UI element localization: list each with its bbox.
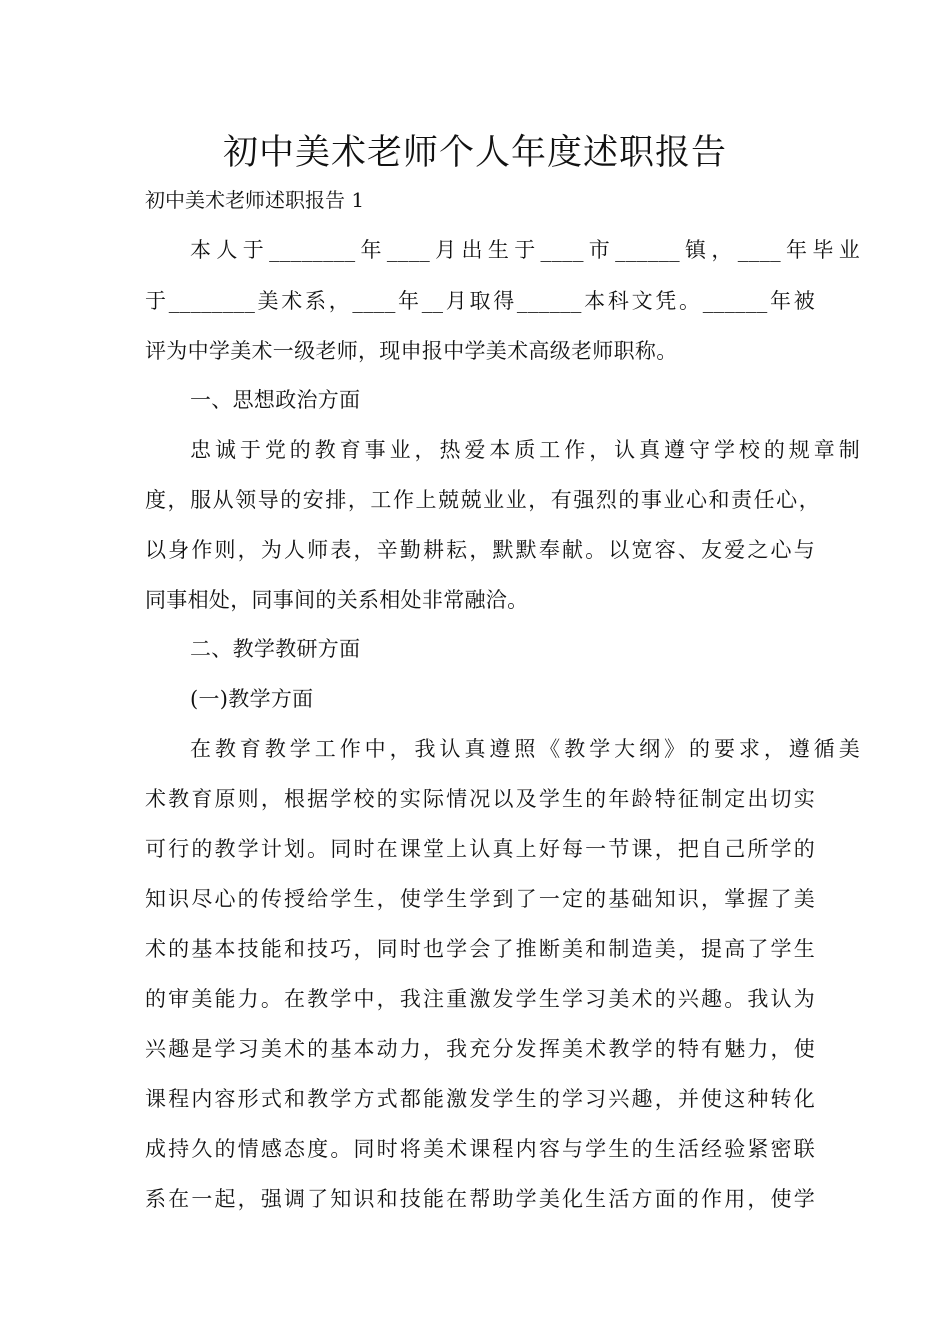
paragraph-line: 可行的教学计划。同时在课堂上认真上好每一节课，把自己所学的 <box>145 837 815 861</box>
paragraph-line: 本人于________年____月出生于____市______镇，____年毕业 <box>190 238 860 262</box>
paragraph-line: 在教育教学工作中，我认真遵照《教学大纲》的要求，遵循美 <box>190 737 860 761</box>
document-subtitle: 初中美术老师述职报告 1 <box>145 188 365 212</box>
paragraph-line: 成持久的情感态度。同时将美术课程内容与学生的生活经验紧密联 <box>145 1137 815 1161</box>
paragraph-line: 课程内容形式和教学方式都能激发学生的学习兴趣，并使这种转化 <box>145 1087 815 1111</box>
section-heading: 一、思想政治方面 <box>190 388 361 412</box>
paragraph-line: 以身作则，为人师表，辛勤耕耘，默默奉献。以宽容、友爱之心与 <box>145 538 815 562</box>
paragraph-line: 于________美术系，____年__月取得______本科文凭。______年被 <box>145 289 815 313</box>
paragraph-line: 知识尽心的传授给学生，使学生学到了一定的基础知识，掌握了美 <box>145 887 815 911</box>
section-heading: 二、教学教研方面 <box>190 637 361 661</box>
paragraph-line: 术的基本技能和技巧，同时也学会了推断美和制造美，提高了学生 <box>145 937 815 961</box>
paragraph-line: 度，服从领导的安排，工作上兢兢业业，有强烈的事业心和责任心， <box>145 488 820 512</box>
paragraph-line: 评为中学美术一级老师，现申报中学美术高级老师职称。 <box>145 339 678 363</box>
subsection-heading: (一)教学方面 <box>190 687 314 711</box>
document-title: 初中美术老师个人年度述职报告 <box>222 133 727 173</box>
paragraph-line: 的审美能力。在教学中，我注重激发学生学习美术的兴趣。我认为 <box>145 987 815 1011</box>
paragraph-line: 系在一起，强调了知识和技能在帮助学美化生活方面的作用，使学 <box>145 1187 815 1211</box>
paragraph-line: 同事相处，同事间的关系相处非常融洽。 <box>145 588 529 612</box>
paragraph-line: 术教育原则，根据学校的实际情况以及学生的年龄特征制定出切实 <box>145 787 815 811</box>
paragraph-line: 兴趣是学习美术的基本动力，我充分发挥美术教学的特有魅力，使 <box>145 1037 815 1061</box>
paragraph-line: 忠诚于党的教育事业，热爱本质工作，认真遵守学校的规章制 <box>190 438 860 462</box>
